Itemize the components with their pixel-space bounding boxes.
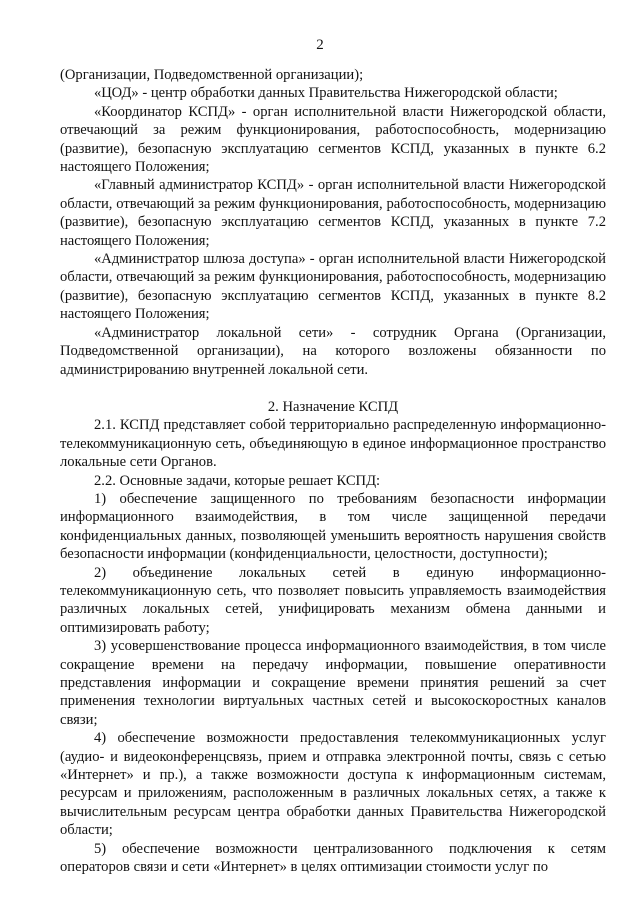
definition-gateway-admin: «Администратор шлюза доступа» - орган исполнительной власти Нижегородской области, отвечающий за режим функционирования, работоспособность, модернизацию (развитие), безопасную эксплуатацию сегментов КСПД, указанных в пункте 8.2 настоящего Положения;: [60, 251, 606, 323]
task-item-4: 4) обеспечение возможности предоставления телекоммуникационных услуг (аудио- и видеоконференцсвязь, прием и отправка электронной почты, связь с сетью «Интернет» и пр.), а также возможности доступа к информационным системам, ресурсам и приложениям, расположенным в различных локальных сетях, а также к вычислительным ресурсам центра обработки данных Правительства Нижегородской области;: [60, 730, 606, 839]
task-item-2: 2) объединение локальных сетей в единую информационно-телекоммуникационную сеть, что позволяет повысить управляемость взаимодействия различных локальных сетей, унифицировать механизм обмена данными и оптимизировать работу;: [60, 564, 606, 636]
section-heading: 2. Назначение КСПД: [267, 398, 399, 415]
clause-2-1: 2.1. КСПД представляет собой территориально распределенную информационно-телекоммуникационную сеть, объединяющую в единое информационное пространство локальные сети Органов.: [60, 417, 606, 471]
definition-chief-admin: «Главный администратор КСПД» - орган исполнительной власти Нижегородской области, отвечающий за режим функционирования, работоспособность, модернизацию (развитие), безопасную эксплуатацию сегментов КСПД, указанных в пункте 7.2 настоящего Положения;: [60, 177, 606, 249]
document-body: [60, 66, 606, 876]
paragraph-continuation: (Организации, Подведомственной организации);: [60, 67, 364, 83]
task-item-5: 5) обеспечение возможности централизованного подключения к сетям операторов связи и сети «Интернет» в целях оптимизации стоимости услуг по: [60, 840, 606, 876]
definition-lan-admin: «Администратор локальной сети» - сотрудник Органа (Организации, Подведомственной организации), на которого возложены обязанности по администрированию внутренней локальной сети.: [60, 324, 606, 378]
definition-cod: «ЦОД» - центр обработки данных Правительства Нижегородской области;: [94, 85, 558, 102]
definition-coordinator: «Координатор КСПД» - орган исполнительной власти Нижегородской области, отвечающий за режим функционирования, работоспособность, модернизацию (развитие), безопасную эксплуатацию сегментов КСПД, указанных в пункте 6.2 настоящего Положения;: [60, 103, 606, 176]
task-item-3: 3) усовершенствование процесса информационного взаимодействия, в том числе сокращение времени на передачу информации, повышение оперативности представления информации и сокращение времени принятия решений за счет применения технологии виртуальных частных сетей и высокоскоростных каналов связи;: [60, 638, 606, 728]
page-number: 2: [316, 37, 324, 53]
clause-2-2: 2.2. Основные задачи, которые решает КСПД:: [94, 472, 381, 489]
task-item-1: 1) обеспечение защищенного по требованиям безопасности информации информационного взаимодействия, в том числе защищенной передачи конфиденциальных данных, позволяющей уменьшить вероятность нарушения свойств безопасности информации (конфиденциальности, целостности, доступности);: [60, 490, 606, 563]
